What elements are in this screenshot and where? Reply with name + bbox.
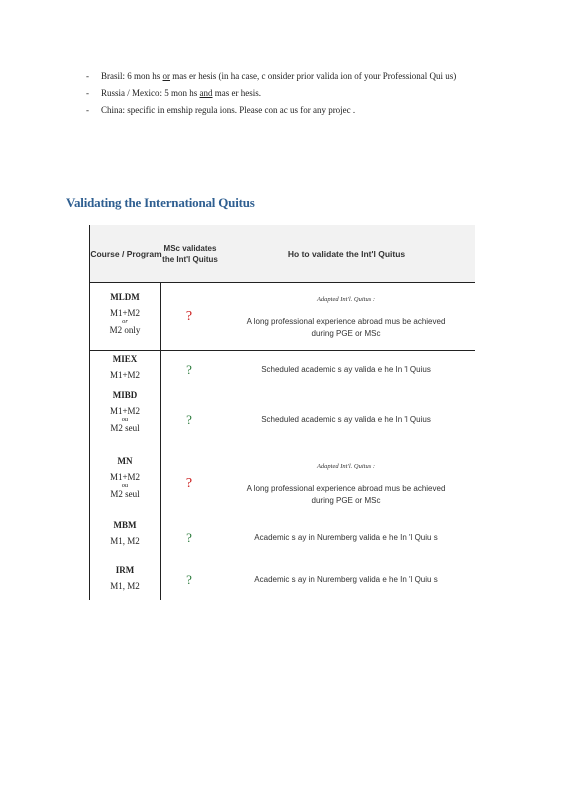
table-row [89,560,475,600]
how-cell [217,283,475,350]
header-how-to-validate: Ho to validate the Int'l Quitus [287,248,406,259]
table-row [89,516,475,560]
bullet-item [86,70,496,83]
course-years-alt: M2 only [109,325,141,335]
header-msc-validates: MSc validates the Int'l Quitus [162,243,218,264]
how-text: Academic s ay in Nuremberg valida e he In 'l Quiu s [254,575,438,584]
bullet-dash: - [86,71,89,81]
validation-mark-cell [161,452,217,516]
table-row [89,452,475,516]
header-course: Course / Program [89,225,162,282]
how-cell [217,452,475,516]
validation-mark-cell [161,388,217,452]
how-cell [217,516,475,560]
course-cell [89,388,161,452]
how-cell [217,351,475,388]
course-cell [89,452,161,516]
how-text: A long professional experience abroad mus be achieved during PGE or MSc [246,316,446,338]
how-text: Scheduled academic s ay valida e he In 'l Quius [261,364,431,374]
adapted-note: Adapted Int'l. Quitus : [316,295,376,303]
course-cell [89,516,161,560]
bullet-item [86,104,496,117]
course-connector: ou [121,482,129,489]
course-cell [89,283,161,350]
how-cell [217,560,475,600]
course-code: MIEX [112,354,138,364]
course-years: M1, M2 [110,536,140,546]
question-mark-icon: ? [186,572,192,587]
course-code: MLDM [110,292,140,302]
course-code: IRM [115,565,135,575]
question-mark-icon: ? [185,476,193,491]
bullet-text: Brasil: 6 mon hs or mas er hesis (in ha case, c onsider prior valida ion of your Professional Qui us) [101,71,457,81]
course-years-alt: M2 seul [110,489,140,499]
how-cell [217,388,475,452]
bullet-dash: - [86,88,89,98]
bullet-text: Russia / Mexico: 5 mon hs and mas er hesis. [101,88,261,98]
validation-mark-cell [161,560,217,600]
validation-mark-cell [161,351,217,388]
validation-mark-cell [161,283,217,350]
course-code: MBM [113,520,137,530]
course-years: M1+M2 [109,370,141,380]
how-text: A long professional experience abroad mus be achieved during PGE or MSc [246,484,446,505]
table-row [89,388,475,452]
question-mark-icon: ? [186,361,192,377]
course-connector: or [122,318,128,325]
question-mark-icon: ? [186,412,192,427]
how-text: Academic s ay in Nuremberg valida e he In 'l Quiu s [254,533,438,542]
course-years: M1, M2 [110,581,140,591]
course-code: MIBD [112,390,138,400]
question-mark-icon: ? [185,308,193,324]
course-cell [89,560,161,600]
bullet-dash: - [86,105,89,115]
course-code: MN [117,456,133,466]
table-header [89,225,475,283]
question-mark-icon: ? [186,530,192,545]
course-years-alt: M2 seul [110,423,140,433]
bullet-list [86,70,496,121]
bullet-item [86,87,496,100]
table-row [89,351,475,388]
course-years: M1+M2 [109,406,141,416]
bullet-text: China: specific in emship regula ions. Please con ac us for any projec . [101,105,356,115]
how-text: Scheduled academic s ay valida e he In 'l Quius [261,415,431,424]
course-years: M1+M2 [109,308,141,318]
quitus-table [89,225,475,600]
course-years: M1+M2 [109,472,141,482]
section-heading: Validating the International Quitus [66,195,255,210]
course-cell [89,351,161,388]
validation-mark-cell [161,516,217,560]
course-connector: ou [121,416,129,423]
table-row [89,283,475,351]
adapted-note: Adapted Int'l. Quitus : [316,463,376,470]
